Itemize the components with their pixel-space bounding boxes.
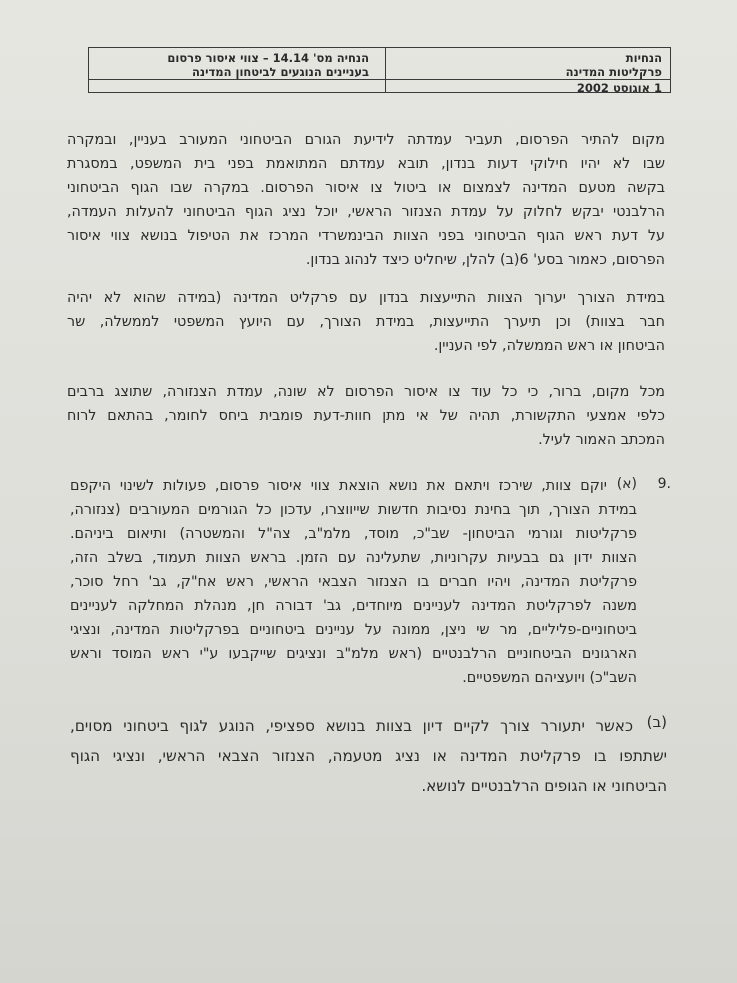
text-line: פרקליטת המדינה, ויהיו חברים בו הצנזור הצבאי הראשי, ראש אח"ק, גב' רחל סוכר, [70,574,637,590]
text-line: ישתתפו בו פרקליטת המדינה או נציג מטעמה, הצנזור הצבאי הראשי, ונציגי הגוף [70,747,667,765]
text-line: יוקם צוות, שירכז ויתאם את נושא הוצאת צווי איסור פרסום, פעולות לשינוי היקפם [70,478,607,494]
text-line: שבו לא יהיו חילוקי דעות בנדון, תובא עמדתם המתואמת בפני בית המשפט, במסגרת [67,156,665,172]
header-divider-vertical [385,48,386,92]
section-9a-body [70,498,637,690]
header-table [88,47,671,93]
section-9b-body [70,741,667,801]
paragraph-3 [67,380,665,452]
header-directive-subtitle: בעניינים הנוגעים לביטחון המדינה [192,65,369,79]
header-label: הנחיות [625,51,662,65]
text-line: השב"כ) ויועציהם המשפטיים. [462,670,637,686]
text-line: הרלבנטי יבקש לחלוק על עמדת הצנזור הראשי, יוכל נציג הגוף הביטחוני להעלות העמדה, [67,204,665,220]
header-office: פרקליטות המדינה [565,65,662,79]
text-line: מכל מקום, ברור, כי כל עוד צו איסור הפרסום לא שונה, עמדת הצנזורה, שתוצג ברבים [67,384,665,400]
text-line: ביטחוניים-פליליים, מר שי ניצן, ממונה על עניינים ביטחוניים בפרקליטות המדינה, ונציגי [70,622,637,638]
text-line: על דעת ראש הגוף הביטחוני בפני הצוות הבינמשרדי המרכז את הטיפול בנושא צווי איסור [67,228,665,244]
text-line: מקום להתיר הפרסום, תעביר עמדתה לידיעת הגורם הביטחוני המעורב בעניין, ובמקרה [67,132,665,148]
text-line: במידת הצורך יערוך הצוות התייעצות בנדון עם פרקליט המדינה (במידה שהוא לא יהיה [67,290,665,306]
section-9a-first-line [70,474,607,498]
text-line: הפרסום, כאמור בסע' 6(ב) להלן, שיחליט כיצד לנהוג בנדון. [305,252,665,268]
text-line: הארגונים הביטחוניים הרלבנטיים (ראש מלמ"ב ונציגים שייקבעו ע"י ראש המוסד וראש [70,646,637,662]
text-line: הצוות ידון גם בבעיות עקרוניות, שתעלינה עם הזמן. בראש הצוות תעמוד, בשלב הזה, [70,550,637,566]
text-line: בקשה מטעם המדינה לצמצום או ביטול צו איסור הפרסום. במקרה שבו הגוף הביטחוני [67,180,665,196]
section-number: .9 [657,476,671,492]
text-line: כלפי אמצעי התקשורת, תהיה של אי מתן חוות-דעת פומבית ביחס לחומר, בהתאם לרוח [67,408,665,424]
header-directive-title: הנחיה מס' 14.14 – צווי איסור פרסום [167,51,369,65]
header-divider-horizontal [89,79,670,80]
text-line: המכתב האמור לעיל. [538,432,665,448]
text-line: הביטחון או ראש הממשלה, לפי העניין. [433,338,665,354]
text-line: פרקליטות וגורמי הביטחון- שב"כ, מוסד, מלמ"ב, צה"ל והמשטרה) ותיאום ביניהם. [70,526,637,542]
subsection-b-label: (ב) [646,713,667,731]
section-9b-first-line [70,711,633,741]
text-line: כאשר יתעורר צורך לקיים דיון בצוות בנושא ספציפי, הנוגע לגוף ביטחוני מסוים, [70,717,633,735]
text-line: במידת הצורך, תוך בחינת נסיבות חדשות שייווצרו, עדכון כל הגורמים המעורבים (צנזורה, [70,502,637,518]
paragraph-1 [67,128,665,272]
text-line: חבר בצוות) וכן תיערך התייעצות, במידת הצורך, עם היועץ המשפטי לממשלה, שר [67,314,665,330]
text-line: משנה לפרקליטת המדינה לעניינים מיוחדים, גב' דבורה חן, מנהלת המחלקה לעניינים [70,598,637,614]
text-line: הביטחוני או הגופים הרלבנטיים לנושא. [421,777,667,795]
paragraph-2 [67,286,665,358]
header-date: 1 אוגוסט 2002 [576,81,662,95]
subsection-a-label: (א) [616,476,637,492]
